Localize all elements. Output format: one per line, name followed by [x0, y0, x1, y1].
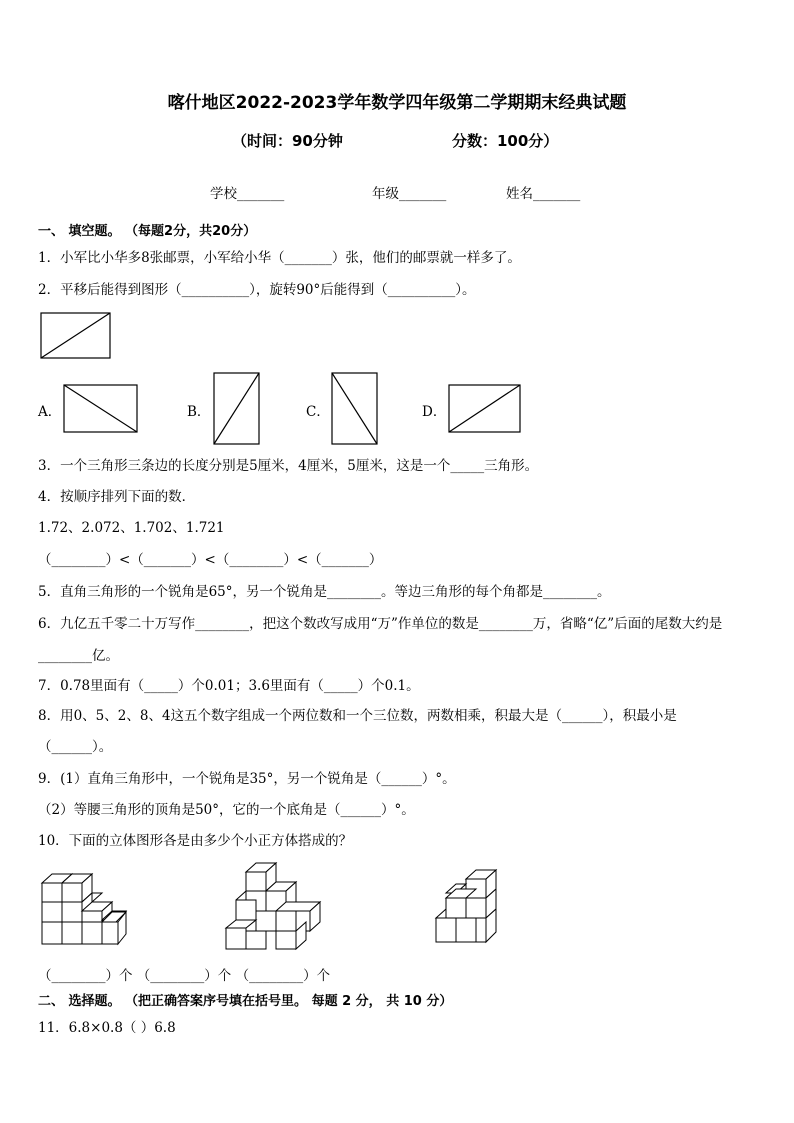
question-3: 3．一个三角形三条边的长度分别是5厘米，4厘米，5厘米，这是一个_____三角形。: [38, 458, 539, 474]
option-b-label: B．: [187, 404, 211, 420]
grade-field: 年级_______: [372, 186, 447, 202]
question-10: 10．下面的立体图形各是由多少个小正方体搭成的？: [38, 833, 353, 849]
question-1: 1．小军比小华多8张邮票，小军给小华（_______）张，他们的邮票就一样多了。: [38, 250, 521, 266]
score-label: 分数：100分）: [452, 132, 559, 150]
question-4-numbers: 1.72、2.072、1.702、1.721: [38, 520, 225, 536]
question-10-blanks: （________）个 （________）个 （________）个: [38, 968, 331, 984]
question-9-part-2: （2）等腰三角形的顶角是50°，它的一个底角是（______）°。: [38, 802, 415, 818]
cube-figure-3: [432, 866, 504, 952]
section-1-heading: 一、 填空题。 （每题2分，共20分）: [38, 224, 257, 239]
question-8-line-1: 8．用0、5、2、8、4这五个数字组成一个两位数和一个三位数，两数相乘，积最大是（______），积最小是: [38, 708, 677, 724]
name-field: 姓名_______: [506, 186, 581, 202]
cube-figure-1: [38, 866, 130, 952]
time-label: （时间：90分钟: [232, 132, 343, 150]
q2-original-figure: [40, 312, 112, 360]
option-c-figure: [331, 372, 379, 446]
question-7: 7．0.78里面有（_____）个0.01；3.6里面有（_____）个0.1。: [38, 678, 420, 694]
option-a-figure: [63, 384, 139, 434]
option-d-label: D．: [422, 404, 447, 420]
question-8-line-2: （______）。: [38, 739, 113, 755]
section-2-heading: 二、 选择题。 （把正确答案序号填在括号里。 每题 2 分， 共 10 分）: [38, 994, 453, 1009]
option-d-figure: [448, 384, 522, 434]
option-a-label: A．: [38, 404, 62, 420]
question-11: 11．6.8×0.8（ ）6.8: [38, 1020, 176, 1036]
option-c-label: C．: [306, 404, 330, 420]
question-4-blanks: （________）<（_______）<（________）<（_______）: [38, 552, 383, 568]
cube-figure-2: [224, 860, 324, 952]
question-2: 2．平移后能得到图形（__________），旋转90°后能得到（__________）。: [38, 282, 476, 298]
question-4: 4．按顺序排列下面的数．: [38, 489, 196, 505]
question-6-line-2: ________亿。: [38, 648, 119, 664]
question-9-part-1: 9．(1）直角三角形中，一个锐角是35°，另一个锐角是（______）°。: [38, 771, 456, 787]
question-6-line-1: 6．九亿五千零二十万写作________，把这个数改写成用“万”作单位的数是________万，省略“亿”后面的尾数大约是: [38, 616, 723, 632]
option-b-figure: [213, 372, 261, 446]
school-field: 学校_______: [210, 186, 285, 202]
page-title: 喀什地区2022-2023学年数学四年级第二学期期末经典试题: [167, 93, 627, 113]
question-5: 5．直角三角形的一个锐角是65°，另一个锐角是________。等边三角形的每个角都是________。: [38, 584, 611, 600]
